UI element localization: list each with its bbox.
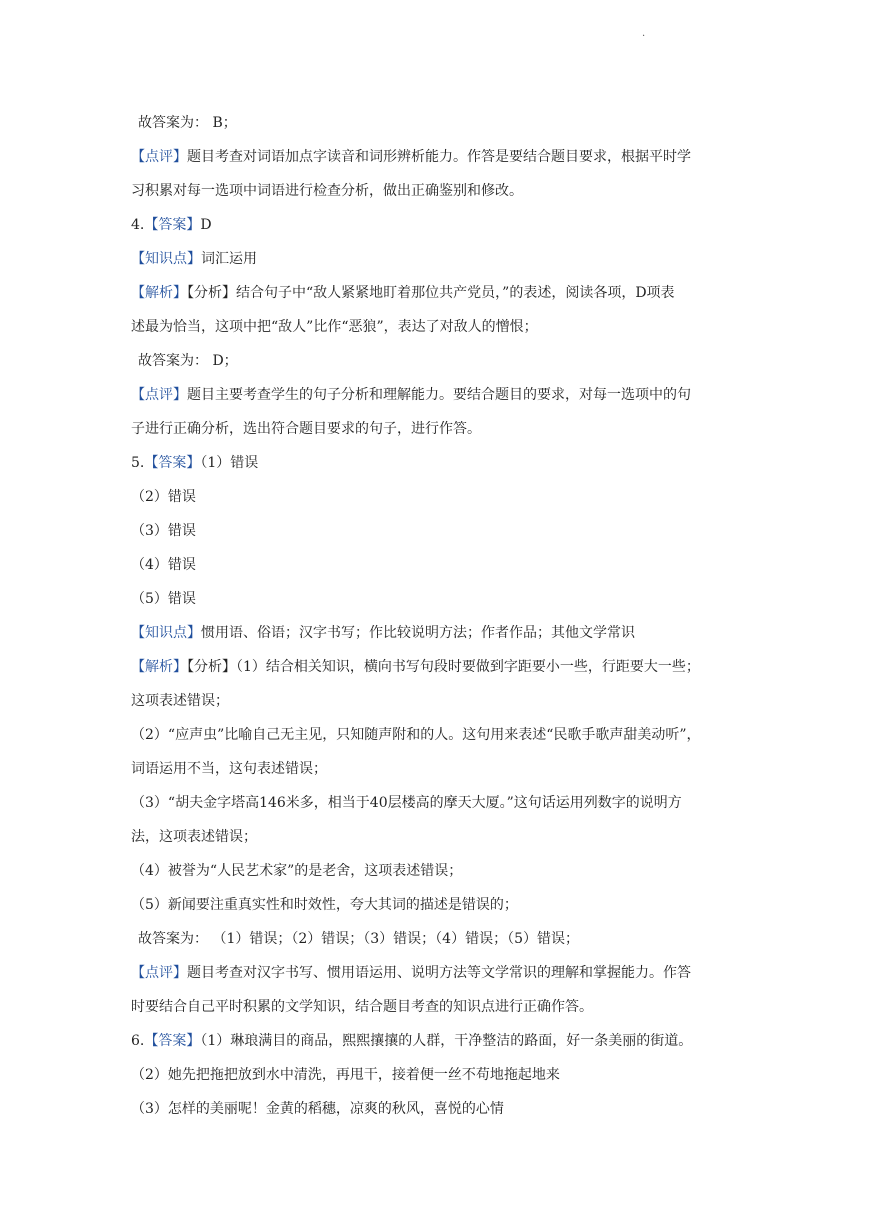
section-tag: 【答案】 [144,217,201,233]
document-line [131,140,751,174]
line-text: 词汇运用 [201,251,257,267]
line-text: 题目主要考查学生的句子分析和理解能力。要结合题目的要求，对每一选项中的句 [187,387,691,403]
line-text: （3）错误 [131,523,196,539]
document-line [131,446,751,480]
document-line [131,888,751,922]
line-text: （5）错误 [131,591,196,607]
line-text: 故答案为： D； [138,353,238,369]
document-line [131,956,751,990]
document-line [131,616,751,650]
line-text: 惯用语、俗语；汉字书写；作比较说明方法；作者作品；其他文学常识 [201,625,635,641]
line-text: （4）被誉为“人民艺术家”的是老舍，这项表述错误； [131,863,463,879]
document-line [131,412,751,446]
document-line [131,310,751,344]
line-text: 故答案为： （1）错误；（2）错误；（3）错误；（4）错误；（5）错误； [138,931,579,947]
document-line [131,718,751,752]
document-line [131,378,751,412]
section-tag: 【解析】 [131,659,187,675]
document-line [131,752,751,786]
document-line [131,1092,751,1126]
line-text: 习积累对每一选项中词语进行检查分析，做出正确鉴别和修改。 [131,183,523,199]
line-text: 题目考查对汉字书写、惯用语运用、说明方法等文学常识的理解和掌握能力。作答 [187,965,691,981]
line-text: 述最为恰当，这项中把“敌人”比作“恶狼”，表达了对敌人的憎恨； [131,319,538,335]
document-line [131,1058,751,1092]
line-text: （2）她先把拖把放到水中清洗，再甩干，接着便一丝不苟地拖起地来 [131,1067,560,1083]
section-tag: 【解析】 [131,285,187,301]
section-tag: 【答案】 [144,1033,201,1049]
line-text: 词语运用不当，这句表述错误； [131,761,327,777]
document-line [131,922,751,956]
document-line [131,684,751,718]
line-text: 【分析】结合句子中“敌人紧紧地盯着那位共产党员，”的表述，阅读各项，D项表 [187,285,675,301]
document-line [131,548,751,582]
document-line [131,990,751,1024]
section-tag: 【知识点】 [131,625,201,641]
line-text: （5）新闻要注重真实性和时效性，夸大其词的描述是错误的； [131,897,518,913]
document-line [131,344,751,378]
document-line [131,208,751,242]
line-text: （3）“胡夫金字塔高146米多，相当于40层楼高的摩天大厦。”这句话运用列数字的说明方 [131,795,682,811]
line-text: （3）怎样的美丽呢！金黄的稻穗，凉爽的秋风，喜悦的心情 [131,1101,504,1117]
line-text: 故答案为： B； [138,115,237,131]
section-tag: 【知识点】 [131,251,201,267]
document-line [131,242,751,276]
line-text: （2）错误 [131,489,196,505]
line-text: （1）错误 [200,455,259,471]
document-line [131,514,751,548]
line-text: （1）琳琅满目的商品，熙熙攘攘的人群，干净整洁的路面，好一条美丽的街道。 [200,1033,693,1049]
document-line [131,650,751,684]
question-number: 4. [131,217,145,233]
header-dot: . [642,28,646,39]
document-line [131,820,751,854]
section-tag: 【点评】 [131,387,187,403]
document-line [131,106,751,140]
line-text: 法，这项表述错误； [131,829,257,845]
section-tag: 【点评】 [131,965,187,981]
question-number: 5. [131,455,145,471]
question-number: 6. [131,1033,145,1049]
document-line [131,786,751,820]
line-text: 时要结合自己平时积累的文学知识，结合题目考查的知识点进行正确作答。 [131,999,593,1015]
document-line [131,174,751,208]
line-text: （2）“应声虫”比喻自己无主见，只知随声附和的人。这句用来表述“民歌手歌声甜美动听”， [131,727,701,743]
line-text: （4）错误 [131,557,196,573]
document-line [131,854,751,888]
document-line [131,1024,751,1058]
line-text: 这项表述错误； [131,693,229,709]
section-tag: 【答案】 [144,455,201,471]
answer-document [131,106,751,1126]
line-text: 题目考查对词语加点字读音和词形辨析能力。作答是要结合题目要求，根据平时学 [187,149,691,165]
document-line [131,276,751,310]
section-tag: 【点评】 [131,149,187,165]
document-line [131,480,751,514]
line-text: D [200,217,212,233]
document-line [131,582,751,616]
line-text: 【分析】（1）结合相关知识，横向书写句段时要做到字距要小一些，行距要大一些； [187,659,700,675]
line-text: 子进行正确分析，选出符合题目要求的句子，进行作答。 [131,421,481,437]
